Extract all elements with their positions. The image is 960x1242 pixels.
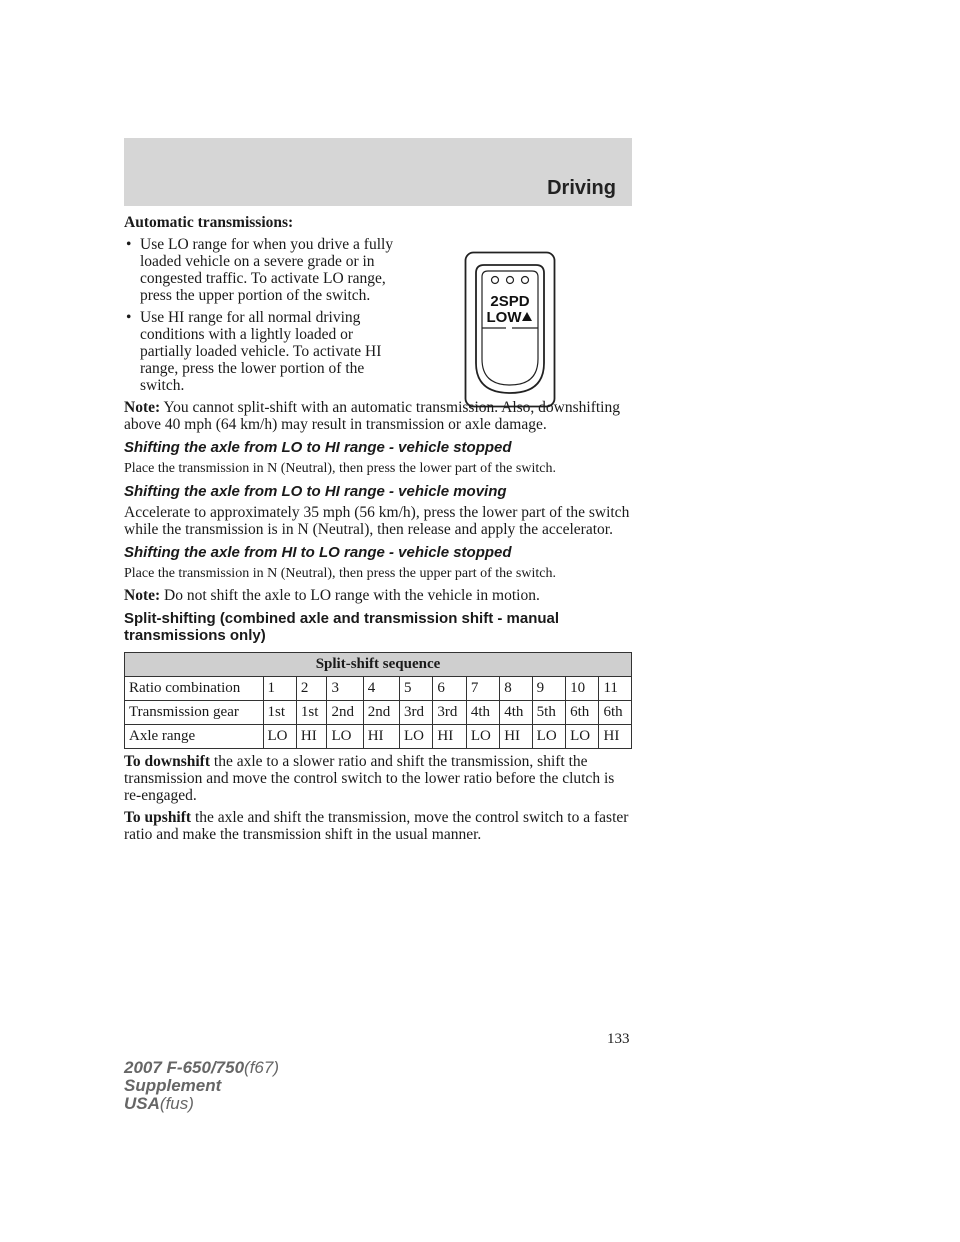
row-label: Transmission gear	[125, 701, 264, 725]
bullet-text: Use LO range for when you drive a fully loaded vehicle on a severe grade or in congested traffic. To activate LO range, press the upper portion of the switch.	[140, 236, 394, 304]
page-number: 133	[607, 1031, 630, 1047]
table-cell: 1st	[296, 701, 327, 725]
switch-label-line1: 2SPD	[490, 293, 530, 310]
section-text: Place the transmission in N (Neutral), then press the upper part of the switch.	[124, 566, 556, 581]
section-heading: Shifting the axle from LO to HI range - vehicle stopped	[124, 439, 512, 456]
row-label: Ratio combination	[125, 677, 264, 701]
footer-region-code: (fus)	[159, 1094, 194, 1113]
automatic-transmissions-heading: Automatic transmissions:	[124, 214, 294, 231]
note-paragraph	[124, 587, 632, 604]
note-paragraph	[124, 399, 632, 433]
table-cell: 2nd	[327, 701, 363, 725]
table-cell: LO	[400, 725, 433, 749]
table-caption: Split-shift sequence	[125, 653, 632, 677]
table-cell: HI	[599, 725, 632, 749]
list-item	[124, 309, 394, 394]
section-title: Driving	[547, 177, 616, 199]
downshift-text: the axle to a slower ratio and shift the transmission, shift the transmission and move the control switch to the lower ratio before the clutch is re-engaged.	[124, 753, 615, 804]
footer-model-code: (f67)	[244, 1058, 280, 1077]
table-cell: 3rd	[433, 701, 466, 725]
table-cell: 11	[599, 677, 632, 701]
table-cell: 3	[327, 677, 363, 701]
downshift-label: To downshift	[124, 753, 211, 770]
section-text: Place the transmission in N (Neutral), then press the lower part of the switch.	[124, 461, 556, 476]
page-content	[124, 214, 632, 848]
note-label: Note:	[124, 587, 161, 604]
section-text: Accelerate to approximately 35 mph (56 km/h), press the lower part of the switch while the transmission is in N (Neutral), then release and apply the accelerator.	[124, 504, 630, 538]
table-cell: LO	[466, 725, 499, 749]
table-cell: 1st	[263, 701, 296, 725]
table-cell: 5	[400, 677, 433, 701]
list-item	[124, 236, 394, 304]
upshift-text: the axle and shift the transmission, move the control switch to a faster ratio and make the transmission shift in the usual manner.	[124, 809, 629, 843]
split-shift-table	[124, 652, 632, 749]
note-label: Note:	[124, 399, 161, 416]
table-cell: 6th	[599, 701, 632, 725]
table-cell: LO	[532, 725, 565, 749]
split-shifting-heading: Split-shifting (combined axle and transmission shift - manual transmissions only)	[124, 610, 560, 644]
table-cell: 2nd	[363, 701, 399, 725]
table-cell: 10	[566, 677, 599, 701]
switch-label-line2: LOW	[486, 309, 522, 326]
bullet-list	[124, 236, 394, 394]
table-cell: HI	[500, 725, 532, 749]
table-cell: 6	[433, 677, 466, 701]
note-text: You cannot split-shift with an automatic transmission. Also, downshifting above 40 mph (64 km/h) may result in transmission or axle damage.	[124, 399, 620, 433]
table-cell: 3rd	[400, 701, 433, 725]
table-cell: HI	[363, 725, 399, 749]
bullet-text: Use HI range for all normal driving conditions with a lightly loaded or partially loaded vehicle. To activate HI range, press the lower portion of the switch.	[140, 309, 382, 394]
table-row	[125, 725, 632, 749]
section-heading: Shifting the axle from HI to LO range - vehicle stopped	[124, 544, 512, 561]
table-cell: 4th	[500, 701, 532, 725]
bullet-icon: •	[126, 309, 132, 326]
table-row	[125, 701, 632, 725]
table-cell: HI	[296, 725, 327, 749]
table-cell: 4th	[466, 701, 499, 725]
downshift-paragraph	[124, 753, 632, 804]
upshift-paragraph	[124, 809, 632, 843]
table-cell: LO	[566, 725, 599, 749]
table-cell: 7	[466, 677, 499, 701]
table-cell: 4	[363, 677, 399, 701]
footer-doc: Supplement	[124, 1076, 222, 1095]
table-cell: 6th	[566, 701, 599, 725]
table-cell: 2	[296, 677, 327, 701]
footer-model: 2007 F-650/750	[124, 1058, 245, 1077]
footer-region: USA	[124, 1094, 160, 1113]
table-cell: 9	[532, 677, 565, 701]
table-cell: 1	[263, 677, 296, 701]
table-row	[125, 677, 632, 701]
footer	[124, 1059, 279, 1113]
bullet-icon: •	[126, 236, 132, 253]
table-cell: 8	[500, 677, 532, 701]
section-heading: Shifting the axle from LO to HI range - vehicle moving	[124, 483, 507, 500]
note-text: Do not shift the axle to LO range with the vehicle in motion.	[164, 587, 540, 604]
table-cell: LO	[327, 725, 363, 749]
upshift-label: To upshift	[124, 809, 192, 826]
table-cell: LO	[263, 725, 296, 749]
section-banner	[124, 138, 632, 206]
row-label: Axle range	[125, 725, 264, 749]
table-cell: HI	[433, 725, 466, 749]
table-cell: 5th	[532, 701, 565, 725]
